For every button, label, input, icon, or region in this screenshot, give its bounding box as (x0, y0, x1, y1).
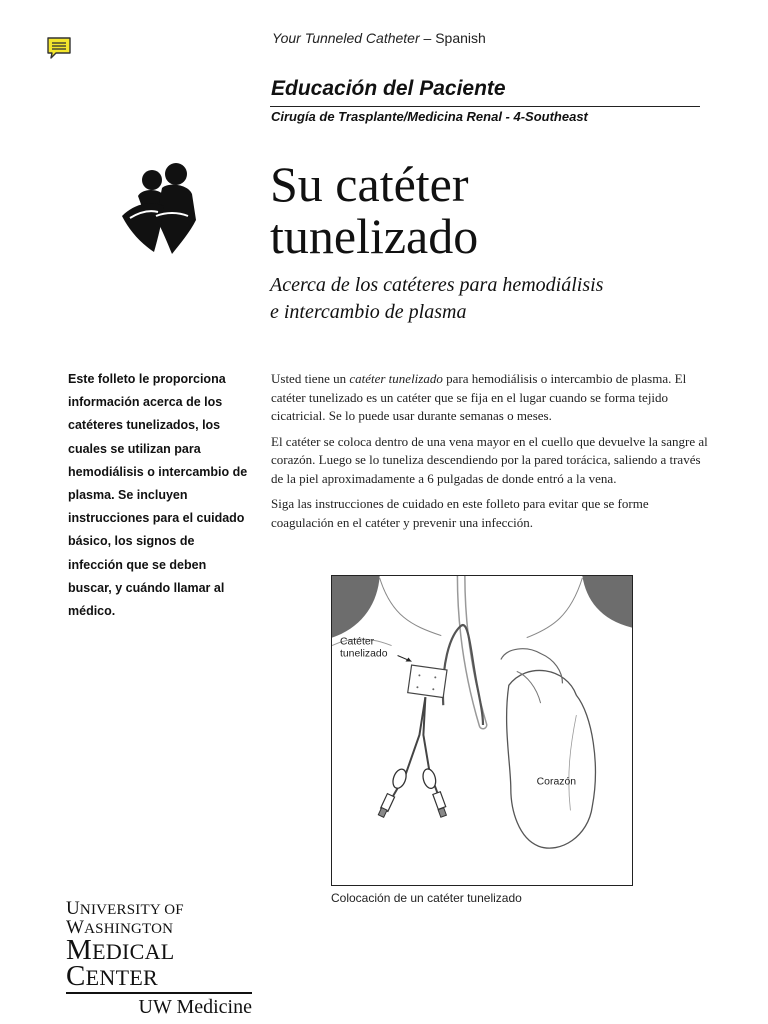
header-divider (270, 106, 700, 107)
p1-before: Usted tiene un (271, 371, 350, 386)
department-name: Cirugía de Trasplante/Medicina Renal - 4-Southeast (271, 109, 588, 124)
heart-label: Corazón (536, 775, 577, 788)
logo-enter: ENTER (85, 965, 159, 990)
page-title (270, 158, 730, 262)
header-separator: – (419, 30, 436, 46)
logo-line-uw-medicine: UW Medicine (138, 995, 252, 1018)
page-subtitle (270, 272, 690, 326)
logo-line-university (66, 900, 256, 938)
logo-line-medical-center (66, 934, 256, 992)
title-line-2: tunelizado (270, 208, 479, 264)
people-icon (116, 158, 202, 258)
header-title-italic: Your Tunneled Catheter (272, 30, 420, 46)
catheter-illustration (331, 575, 633, 886)
logo-c: C (66, 960, 86, 992)
figure-caption: Colocación de un catéter tunelizado (331, 891, 522, 905)
p1-italic-term: catéter tunelizado (349, 371, 443, 386)
catheter-label-line-2: tunelizado (339, 647, 388, 660)
subtitle-line-2: e intercambio de plasma (270, 301, 467, 323)
logo-w: W (66, 917, 85, 938)
sidebar-intro: Este folleto le proporciona información acerca de los catéteres tunelizados, los cuales se utilizan para hemodiálisis o intercambio de plasma. Se incluyen instrucciones para el cuidado básico, los signos de infección que se deben buscar, y cuándo llamar al médico. (68, 372, 248, 619)
header-language: Spanish (435, 30, 486, 46)
logo-niversity: NIVERSITY OF (79, 902, 184, 918)
uw-medical-center-logo (66, 900, 256, 1018)
logo-m: M (66, 934, 93, 966)
body-paragraph-1 (271, 370, 713, 426)
subtitle-line-1: Acerca de los catéteres para hemodiálisis (270, 274, 604, 296)
body-paragraph-3: Siga las instrucciones de cuidado en este folleto para evitar que se forme coagulación en el catéter y prevenir una infección. (271, 496, 649, 530)
comment-note-icon[interactable] (46, 36, 72, 60)
catheter-label (340, 636, 419, 660)
body-text (271, 370, 713, 539)
document-header (272, 30, 486, 46)
body-paragraph-2: El catéter se coloca dentro de una vena mayor en el cuello que devuelve la sangre al corazón. Luego se lo tuneliza descendiendo por la pared torácica, saliendo a través de la piel aproximadamente a 6 pulgadas de donde entró a la vena. (271, 433, 708, 486)
title-line-1: Su catéter (270, 156, 469, 212)
logo-divider (66, 992, 252, 994)
logo-u: U (66, 898, 80, 919)
logo-edical: EDICAL (92, 939, 174, 964)
section-title: Educación del Paciente (271, 77, 506, 100)
p1-after: para hemodiálisis o intercambio de plasma. El catéter tunelizado es un catéter que se fija en el lugar cuando se forma tejido cicatricial. Se lo puede usar durante semanas o meses. (271, 371, 687, 423)
logo-ashington: ASHINGTON (84, 921, 174, 937)
catheter-label-line-1: Catéter (339, 635, 375, 648)
